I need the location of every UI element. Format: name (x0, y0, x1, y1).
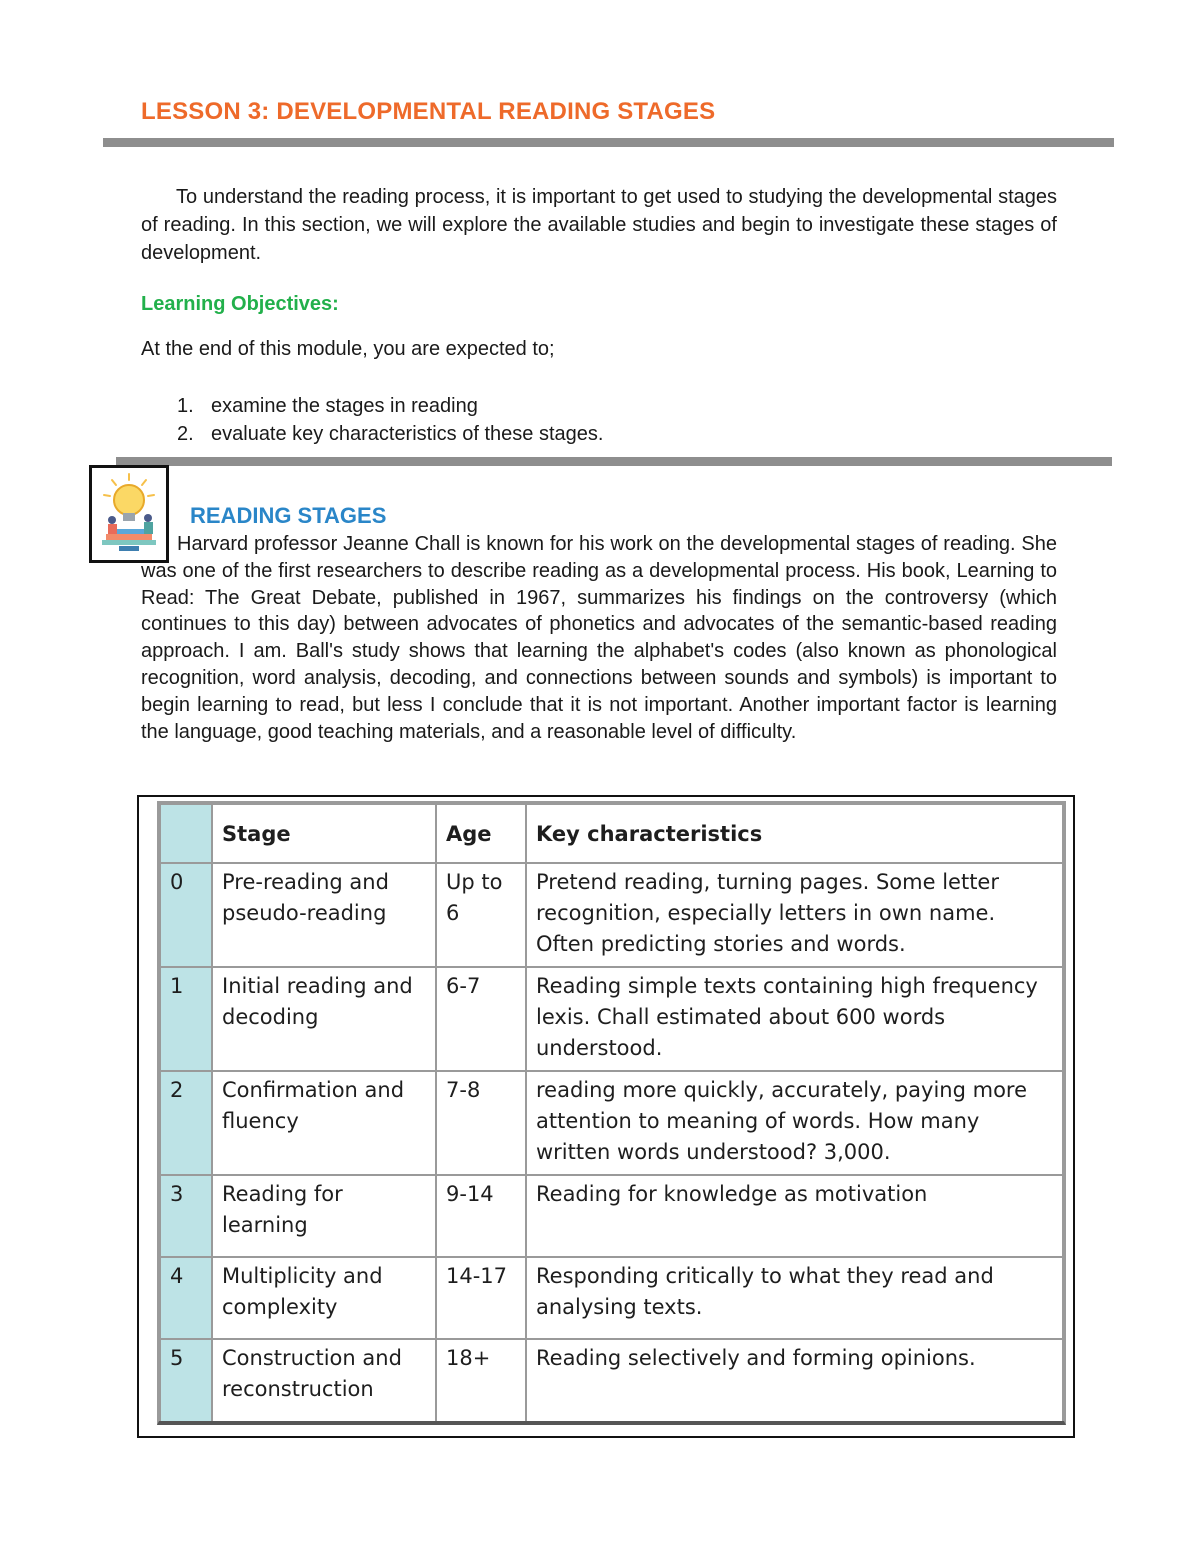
table-header-row (160, 804, 1063, 863)
stage-number: 1 (160, 967, 212, 1071)
stage-characteristics: reading more quickly, accurately, paying more attention to meaning of words. How many written words understood? 3,000. (526, 1071, 1063, 1175)
stage-name: Multiplicity and complexity (212, 1257, 436, 1339)
intro-paragraph: To understand the reading process, it is important to get used to studying the developmental stages of reading. In this section, we will explore the available studies and begin to investigate these stages of development. (141, 186, 1057, 264)
stage-number: 3 (160, 1175, 212, 1257)
header-key-characteristics: Key characteristics (526, 804, 1063, 863)
stage-name: Pre-reading and pseudo-reading (212, 863, 436, 967)
section-heading: READING STAGES (190, 503, 387, 528)
objective-item (141, 392, 603, 420)
stage-age: Up to 6 (436, 863, 526, 967)
stage-characteristics: Reading selectively and forming opinions. (526, 1339, 1063, 1423)
stage-name: Reading for learning (212, 1175, 436, 1257)
objective-item (141, 420, 603, 448)
stages-table-container (157, 801, 1066, 1425)
table-row (160, 1257, 1063, 1339)
header-stage: Stage (212, 804, 436, 863)
table-row (160, 1175, 1063, 1257)
objective-number: 1. (177, 395, 194, 417)
title-divider (103, 138, 1114, 147)
section-body: Harvard professor Jeanne Chall is known for his work on the developmental stages of reading. She was one of the first researchers to describe reading as a developmental process. His book, Learning to Read: The Great Debate, published in 1967, summarizes his findings on the controversy (which continues to this day) between advocates of phonetics and advocates of the semantic-based reading approach. I am. Ball's study shows that learning the alphabet's codes (also known as phonological recognition, word analysis, decoding, and connections between sounds and symbols) is important to begin learning to read, but less I conclude that it is not important. Another important factor is learning the language, good teaching materials, and a reasonable level of difficulty. (141, 533, 1057, 743)
table-row (160, 1071, 1063, 1175)
stage-number: 2 (160, 1071, 212, 1175)
stage-name: Construction and reconstruction (212, 1339, 436, 1423)
stage-age: 6-7 (436, 967, 526, 1071)
stages-table (159, 803, 1064, 1424)
stage-age: 7-8 (436, 1071, 526, 1175)
stage-characteristics: Reading simple texts containing high frequency lexis. Chall estimated about 600 words understood. (526, 967, 1063, 1071)
stages-table-frame (137, 795, 1075, 1438)
header-age: Age (436, 804, 526, 863)
stage-name: Initial reading and decoding (212, 967, 436, 1071)
table-row (160, 1339, 1063, 1423)
section-divider (116, 457, 1112, 466)
stage-age: 14-17 (436, 1257, 526, 1339)
stage-age: 18+ (436, 1339, 526, 1423)
objectives-list (141, 392, 603, 448)
table-row (160, 967, 1063, 1071)
objectives-heading: Learning Objectives: (141, 293, 339, 315)
objective-text: evaluate key characteristics of these stages. (211, 423, 604, 445)
stage-name: Confirmation and fluency (212, 1071, 436, 1175)
stage-characteristics: Pretend reading, turning pages. Some letter recognition, especially letters in own name. Often predicting stories and words. (526, 863, 1063, 967)
stage-age: 9-14 (436, 1175, 526, 1257)
objectives-lead: At the end of this module, you are expected to; (141, 338, 555, 360)
stage-number: 0 (160, 863, 212, 967)
stage-number: 4 (160, 1257, 212, 1339)
stage-characteristics: Responding critically to what they read and analysing texts. (526, 1257, 1063, 1339)
page-title: LESSON 3: DEVELOPMENTAL READING STAGES (141, 98, 716, 125)
header-number (160, 804, 212, 863)
table-row (160, 863, 1063, 967)
objective-number: 2. (177, 423, 194, 445)
stage-characteristics: Reading for knowledge as motivation (526, 1175, 1063, 1257)
stage-number: 5 (160, 1339, 212, 1423)
objective-text: examine the stages in reading (211, 395, 478, 417)
